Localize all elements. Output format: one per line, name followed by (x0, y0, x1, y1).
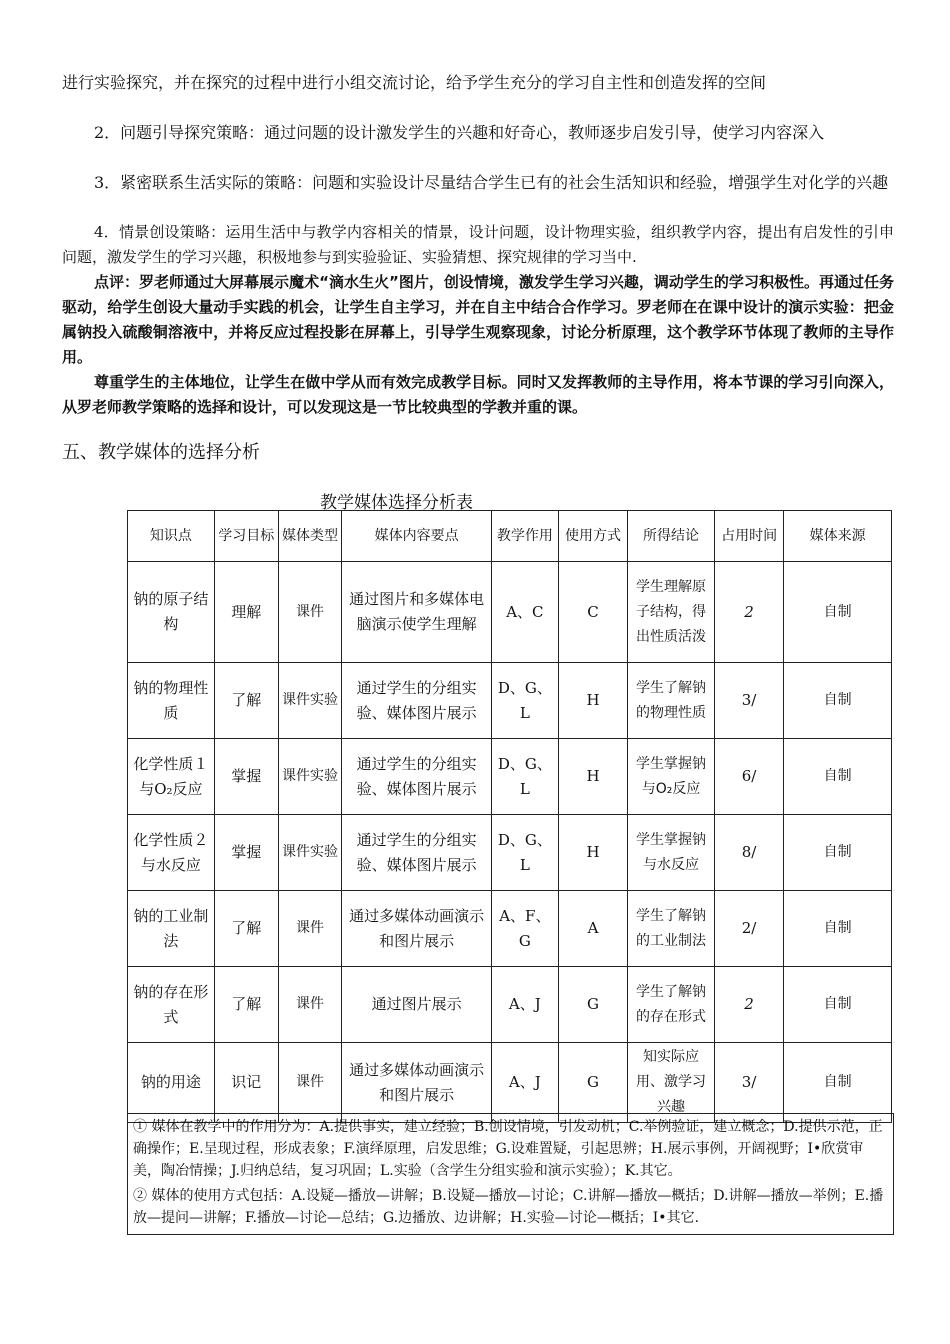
cell-usage: C (558, 562, 627, 663)
header-conclusion: 所得结论 (628, 511, 715, 562)
cell-knowledge: 化学性质１与O₂反应 (128, 739, 215, 815)
cell-conclusion: 学生了解钠的工业制法 (628, 891, 715, 967)
table-notes (127, 1113, 894, 1235)
cell-source: 自制 (784, 663, 892, 739)
table-row (128, 663, 892, 739)
cell-source: 自制 (784, 739, 892, 815)
cell-content: 通过学生的分组实验、媒体图片展示 (342, 739, 492, 815)
header-role: 教学作用 (491, 511, 558, 562)
cell-conclusion: 学生掌握钠与O₂反应 (628, 739, 715, 815)
cell-role: A、F、G (491, 891, 558, 967)
cell-role: A、C (491, 562, 558, 663)
cell-time: 8/ (714, 815, 783, 891)
paragraph-strategy-4: 4．情景创设策略：运用生活中与教学内容相关的情景，设计问题，设计物理实验，组织教学内容，提出有启发性的引申问题，激发学生的学习兴趣，积极地参与到实验验证、实验猜想、探究规律的学习当中. (62, 223, 894, 266)
cell-media-type: 课件 (278, 967, 342, 1043)
table-header-row (128, 511, 892, 562)
header-content: 媒体内容要点 (342, 511, 492, 562)
media-analysis-table (127, 510, 892, 1123)
table-row (128, 815, 892, 891)
cell-knowledge: 钠的用途 (128, 1043, 215, 1123)
cell-knowledge: 钠的物理性质 (128, 663, 215, 739)
cell-role: A、J (491, 967, 558, 1043)
table-row (128, 967, 892, 1043)
note-media-roles: ① 媒体在教学中的作用分为：A.提供事实，建立经验；B.创设情境，引发动机；C.举例验证，建立概念；D.提供示范，正确操作；E.呈现过程，形成表象；F.演绎原理，启发思维；G.设难置疑，引起思辨；H.展示事例，开阔视野；I•欣赏审美，陶冶情操；J.归纳总结，复习巩固；L.实验（含学生分组实验和演示实验）；K.其它。 (133, 1119, 883, 1179)
section-heading: 五、教学媒体的选择分析 (62, 442, 260, 463)
cell-usage: H (558, 663, 627, 739)
cell-knowledge: 化学性质２与水反应 (128, 815, 215, 891)
header-media-type: 媒体类型 (278, 511, 342, 562)
paragraph-review: 点评：罗老师通过大屏幕展示魔术“滴水生火”图片，创设情境，激发学生学习兴趣，调动学生的学习积极性。再通过任务驱动，给学生创设大量动手实践的机会，让学生自主学习，并在自主中结合合作学习。罗老师在在课中设计的演示实验：把金属钠投入硫酸铜溶液中，并将反应过程投影在屏幕上，引导学生观察现象，讨论分析原理，这个教学环节体现了教师的主导作用。 (62, 273, 894, 366)
cell-usage: H (558, 739, 627, 815)
cell-media-type: 课件实验 (278, 739, 342, 815)
cell-conclusion: 学生掌握钠与水反应 (628, 815, 715, 891)
cell-usage: G (558, 1043, 627, 1123)
cell-source: 自制 (784, 891, 892, 967)
cell-source: 自制 (784, 562, 892, 663)
cell-goal: 掌握 (214, 815, 278, 891)
header-usage: 使用方式 (558, 511, 627, 562)
paragraph-strategy-2: 2．问题引导探究策略：通过问题的设计激发学生的兴趣和好奇心，教师逐步启发引导，使学习内容深入 (94, 123, 825, 142)
table-row (128, 739, 892, 815)
cell-content: 通过图片展示 (342, 967, 492, 1043)
header-time: 占用时间 (714, 511, 783, 562)
cell-goal: 了解 (214, 891, 278, 967)
cell-content: 通过多媒体动画演示和图片展示 (342, 1043, 492, 1123)
cell-media-type: 课件 (278, 1043, 342, 1123)
paragraph-summary: 尊重学生的主体地位，让学生在做中学从而有效完成教学目标。同时又发挥教师的主导作用，将本节课的学习引向深入，从罗老师教学策略的选择和设计，可以发现这是一节比较典型的学教并重的课。 (62, 373, 894, 416)
cell-goal: 了解 (214, 967, 278, 1043)
cell-time: 2/ (714, 891, 783, 967)
cell-content: 通过学生的分组实验、媒体图片展示 (342, 663, 492, 739)
cell-knowledge: 钠的存在形式 (128, 967, 215, 1043)
cell-role: D、G、L (491, 815, 558, 891)
cell-source: 自制 (784, 967, 892, 1043)
cell-conclusion: 知实际应用、激学习兴趣 (628, 1043, 715, 1123)
cell-conclusion: 学生了解钠的物理性质 (628, 663, 715, 739)
cell-knowledge: 钠的工业制法 (128, 891, 215, 967)
paragraph-strategy-3: 3．紧密联系生活实际的策略：问题和实验设计尽量结合学生已有的社会生活知识和经验，增强学生对化学的兴趣 (94, 173, 889, 192)
note-media-usage: ② 媒体的使用方式包括：A.设疑—播放—讲解；B.设疑—播放—讨论；C.讲解—播放—概括；D.讲解—播放—举例；E.播放—提问—讲解；F.播放—讨论—总结；G.边播放、边讲解；H.实验—讨论—概括；I•其它. (133, 1188, 884, 1226)
cell-usage: H (558, 815, 627, 891)
cell-goal: 识记 (214, 1043, 278, 1123)
cell-role: A、J (491, 1043, 558, 1123)
cell-media-type: 课件 (278, 562, 342, 663)
cell-time: 2 (714, 967, 783, 1043)
cell-time: 3/ (714, 663, 783, 739)
cell-goal: 了解 (214, 663, 278, 739)
cell-goal: 理解 (214, 562, 278, 663)
paragraph-inquiry: 进行实验探究，并在探究的过程中进行小组交流讨论，给予学生充分的学习自主性和创造发挥的空间 (62, 73, 767, 92)
cell-content: 通过图片和多媒体电脑演示使学生理解 (342, 562, 492, 663)
header-knowledge: 知识点 (128, 511, 215, 562)
cell-media-type: 课件实验 (278, 815, 342, 891)
cell-time: 3/ (714, 1043, 783, 1123)
cell-goal: 掌握 (214, 739, 278, 815)
cell-media-type: 课件实验 (278, 663, 342, 739)
cell-role: D、G、L (491, 739, 558, 815)
cell-content: 通过多媒体动画演示和图片展示 (342, 891, 492, 967)
header-goal: 学习目标 (214, 511, 278, 562)
cell-usage: A (558, 891, 627, 967)
cell-media-type: 课件 (278, 891, 342, 967)
cell-time: 6/ (714, 739, 783, 815)
table-row (128, 891, 892, 967)
table-caption: 教学媒体选择分析表 (320, 493, 473, 513)
cell-conclusion: 学生理解原子结构，得出性质活泼 (628, 562, 715, 663)
cell-usage: G (558, 967, 627, 1043)
table-row (128, 1043, 892, 1123)
cell-source: 自制 (784, 1043, 892, 1123)
table-row (128, 562, 892, 663)
cell-conclusion: 学生了解钠的存在形式 (628, 967, 715, 1043)
cell-content: 通过学生的分组实验、媒体图片展示 (342, 815, 492, 891)
cell-time: 2 (714, 562, 783, 663)
header-source: 媒体来源 (784, 511, 892, 562)
cell-source: 自制 (784, 815, 892, 891)
cell-knowledge: 钠的原子结构 (128, 562, 215, 663)
cell-role: D、G、L (491, 663, 558, 739)
